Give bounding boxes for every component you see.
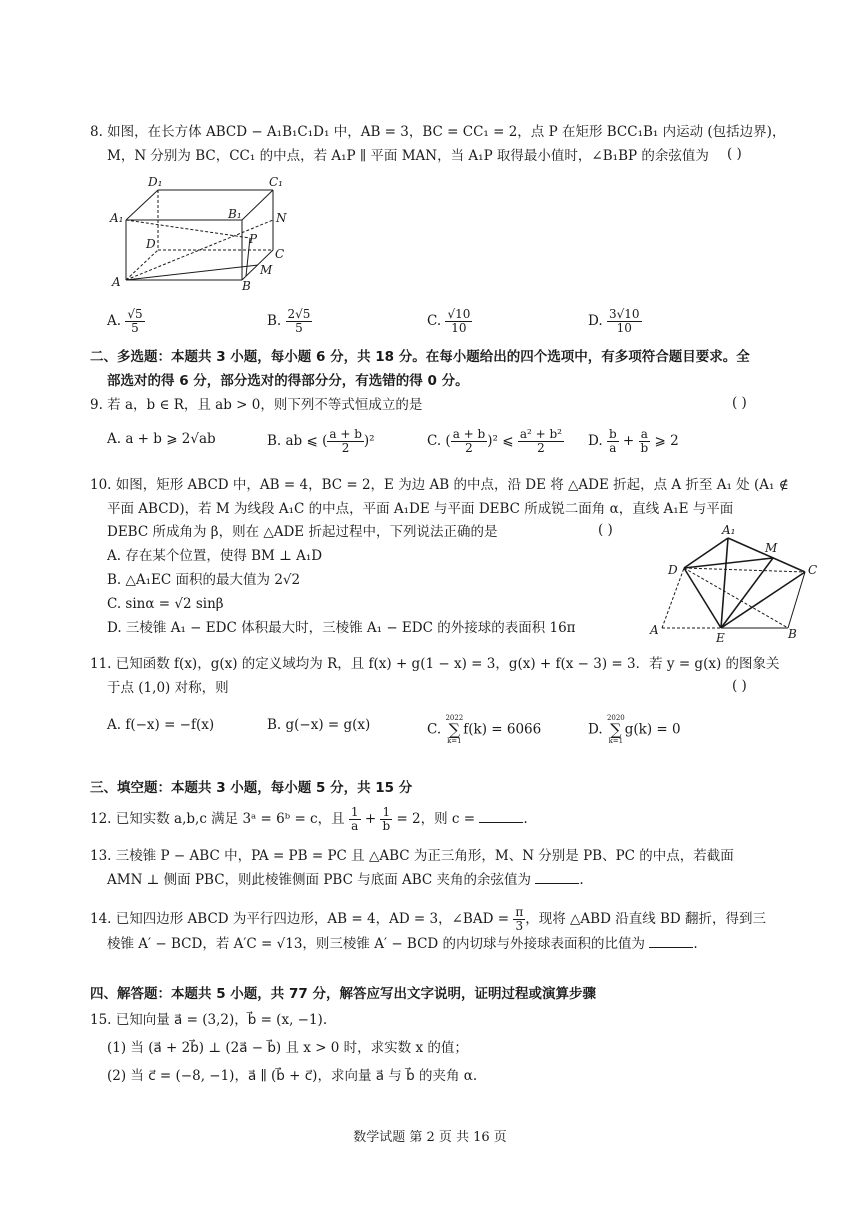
page-footer: 数学试题 第 2 页 共 16 页 — [353, 1130, 507, 1145]
q11-option-b[interactable]: B. g(−x) = g(x) — [267, 717, 371, 733]
q10-option-a[interactable]: A. 存在某个位置，使得 BM ⊥ A₁D — [107, 548, 323, 564]
q15-line1: 15. 已知向量 a⃗ = (3,2)，b⃗ = (x, −1). — [90, 1012, 328, 1028]
q10-label-D: D — [668, 563, 678, 577]
q9-option-b[interactable]: B. ab ⩽ ( $\frac{a + b}{2}$ )² — [267, 427, 375, 455]
q14-line2: 棱锥 A′ − BCD，若 A′C = √13，则三棱锥 A′ − BCD 的内切球与外接球表面积的比值为 . — [107, 936, 698, 952]
q8-option-d[interactable]: D. $\frac{3√10}{10}$ — [588, 307, 640, 335]
q8-label-D: D — [146, 237, 156, 251]
q9-option-c[interactable]: C. ( $\frac{a + b}{2}$ )² ⩽ $\frac{\text{a² + b²}}{2}$ — [427, 427, 562, 455]
q10-label-B: B — [788, 627, 797, 641]
q10-label-A1: A₁ — [722, 523, 736, 537]
q11-answer-paren: ( ) — [732, 678, 747, 694]
q11-line1: 11. 已知函数 f(x)，g(x) 的定义域均为 R，且 f(x) + g(1 − x) = 3，g(x) + f(x − 3) = 3．若 y = g(x) 的图象关 — [90, 656, 780, 672]
q8-cuboid-figure — [108, 172, 293, 292]
q9-option-d[interactable]: D. $\frac{b}{a}$ + $\frac{a}{b}$ ⩾ 2 — [588, 427, 679, 455]
q8-label-A: A — [112, 275, 121, 289]
q10-option-b[interactable]: B. △A₁EC 面积的最大值为 2√2 — [107, 572, 301, 588]
q10-option-c[interactable]: C. sinα = √2 sinβ — [107, 596, 224, 612]
q10-fold-figure — [648, 520, 828, 645]
q10-label-E: E — [716, 631, 725, 645]
section2-heading-line1: 二、多选题：本题共 3 小题，每小题 6 分，共 18 分。在每小题给出的四个选项中，有多项符合题目要求。全 — [90, 349, 750, 365]
q9-option-a[interactable]: A. a + b ⩾ 2√ab — [107, 431, 216, 447]
q8-answer-paren: ( ) — [727, 146, 742, 162]
q13-line2: AMN ⊥ 侧面 PBC，则此棱锥侧面 PBC 与底面 ABC 夹角的余弦值为 . — [107, 872, 584, 888]
q11-line2: 于点 (1,0) 对称，则 — [107, 680, 229, 696]
q8-option-b[interactable]: B. $\frac{2√5}{5}$ — [267, 307, 311, 335]
q10-line3: DEBC 所成角为 β，则在 △ADE 折起过程中，下列说法正确的是 — [107, 524, 498, 540]
q8-option-a[interactable]: A. $\frac{√5}{5}$ — [107, 307, 143, 335]
q8-option-c[interactable]: C. $\frac{√10}{10}$ — [427, 307, 471, 335]
sum-symbol: 2020 ∑ k=1 — [606, 714, 625, 745]
q10-label-M: M — [765, 541, 778, 555]
sum-symbol: 2022 ∑ k=1 — [445, 714, 464, 745]
q8-line1: 8. 如图，在长方体 ABCD − A₁B₁C₁D₁ 中，AB = 3，BC = CC₁ = 2，点 P 在矩形 BCC₁B₁ 内运动 (包括边界)， — [90, 124, 786, 140]
q10-option-d[interactable]: D. 三棱锥 A₁ − EDC 体积最大时，三棱锥 A₁ − EDC 的外接球的表面积 16π — [107, 620, 576, 636]
section3-heading: 三、填空题：本题共 3 小题，每小题 5 分，共 15 分 — [90, 780, 413, 796]
q13-line1: 13. 三棱锥 P − ABC 中，PA = PB = PC 且 △ABC 为正三角形，M、N 分别是 PB、PC 的中点，若截面 — [90, 848, 734, 864]
q8-label-B: B — [242, 279, 251, 292]
q10-answer-paren: ( ) — [598, 522, 613, 538]
q15-part2: (2) 当 c⃗ = (−8, −1)，a⃗ ∥ (b⃗ + c⃗)，求向量 a⃗ 与 b⃗ 的夹角 α. — [107, 1068, 478, 1084]
q12-answer-blank[interactable] — [479, 810, 523, 823]
q10-line1: 10. 如图，矩形 ABCD 中，AB = 4，BC = 2，E 为边 AB 的中点，沿 DE 将 △ADE 折起，点 A 折至 A₁ 处 (A₁ ∉ — [90, 477, 789, 493]
q11-option-c[interactable]: C. 2022 ∑ k=1 f(k) = 6066 — [427, 714, 542, 745]
q12-stem: 12. 已知实数 a,b,c 满足 3ᵃ = 6ᵇ = c，且 $\frac{1}{a}$ + $\frac{1}{b}$ = 2，则 c = . — [90, 805, 528, 833]
q10-line2: 平面 ABCD)，若 M 为线段 A₁C 的中点，平面 A₁DE 与平面 DEBC 所成锐二面角 α，直线 A₁E 与平面 — [107, 501, 734, 517]
section2-heading-line2: 部选对的得 6 分，部分选对的得部分分，有选错的得 0 分。 — [107, 373, 469, 389]
q8-label-C: C — [275, 247, 285, 261]
q9-answer-paren: ( ) — [732, 395, 747, 411]
q8-label-D1: D₁ — [148, 175, 163, 189]
q8-label-P: P — [249, 232, 258, 246]
q8-label-C1: C₁ — [269, 175, 283, 189]
q13-answer-blank[interactable] — [535, 871, 579, 884]
q8-line2: M，N 分别为 BC，CC₁ 的中点，若 A₁P ∥ 平面 MAN，当 A₁P 取得最小值时，∠B₁BP 的余弦值为 — [107, 148, 709, 164]
q10-label-A: A — [650, 623, 659, 637]
q14-answer-blank[interactable] — [649, 935, 693, 948]
q8-label-N: N — [276, 211, 287, 225]
q11-option-d[interactable]: D. 2020 ∑ k=1 g(k) = 0 — [588, 714, 681, 745]
q8-label-A1: A₁ — [110, 211, 124, 225]
q14-line1: 14. 已知四边形 ABCD 为平行四边形，AB = 4，AD = 3，∠BAD = $\frac{\pi}{3}$ ，现将 △ABD 沿直线 BD 翻折，得到三 — [90, 905, 767, 933]
q8-label-B1: B₁ — [228, 207, 242, 221]
q10-label-C: C — [808, 563, 818, 577]
q11-option-a[interactable]: A. f(−x) = −f(x) — [107, 717, 215, 733]
q15-part1: (1) 当 (a⃗ + 2b⃗) ⊥ (2a⃗ − b⃗) 且 x > 0 时，求实数 x 的值； — [107, 1040, 468, 1056]
section4-heading: 四、解答题：本题共 5 小题，共 77 分，解答应写出文字说明，证明过程或演算步骤 — [90, 986, 596, 1002]
q8-label-M: M — [260, 263, 273, 277]
q9-stem: 9. 若 a，b ∈ R，且 ab > 0，则下列不等式恒成立的是 — [90, 397, 423, 413]
